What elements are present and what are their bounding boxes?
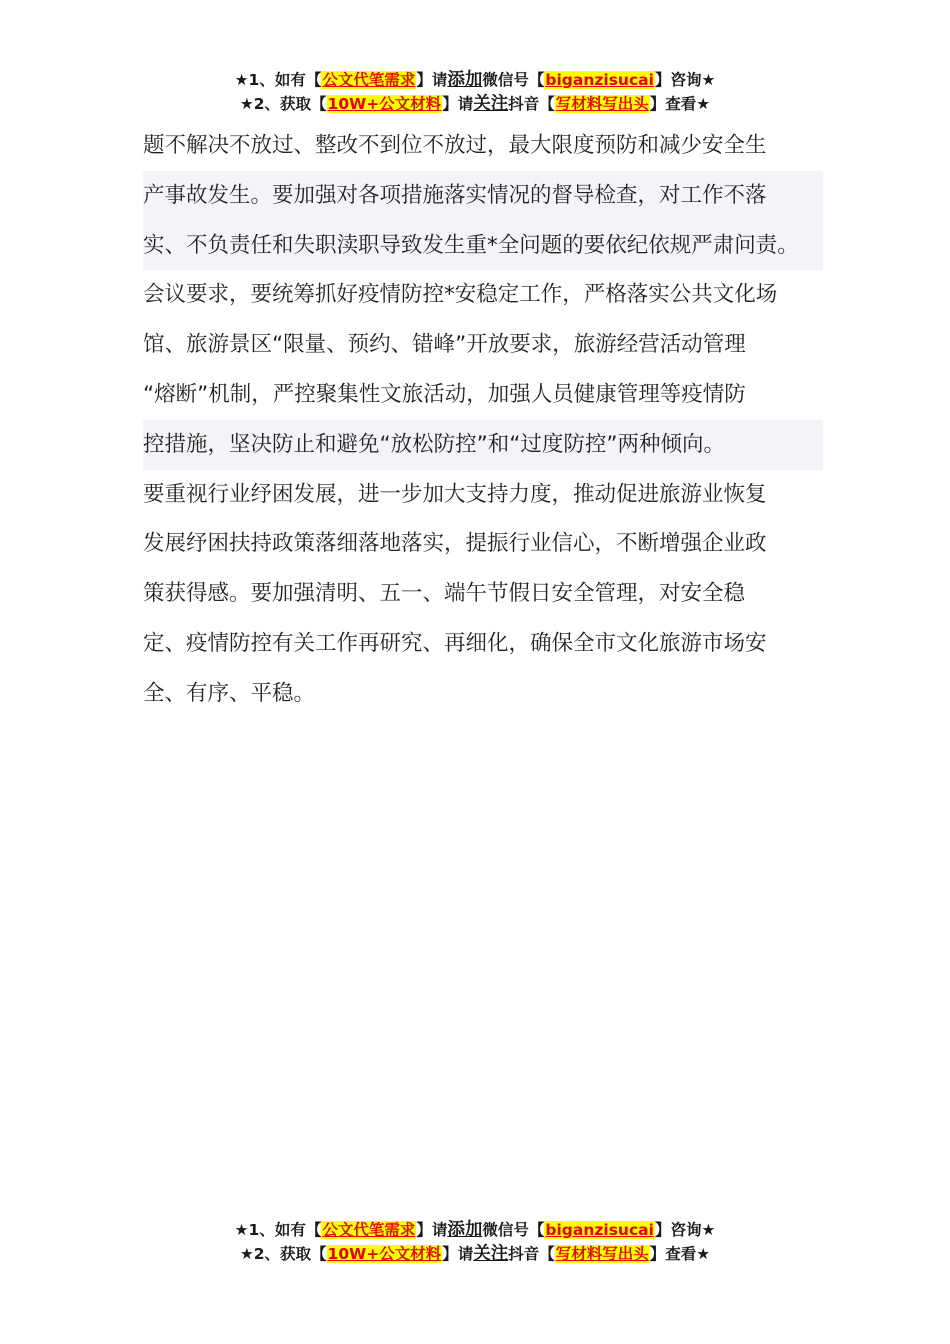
body-line: 实、不负责任和失职渎职导致发生重*全问题的要依纪依规严肃问责。 (143, 221, 823, 271)
highlight-materials: 10W+公文材料 (327, 95, 442, 113)
emphasis-follow: 关注 (473, 1244, 509, 1264)
body-line: 全、有序、平稳。 (143, 680, 316, 706)
body-line: 题不解决不放过、整改不到位不放过，最大限度预防和减少安全生 (143, 133, 767, 158)
emphasis-add: 添加 (447, 1220, 483, 1240)
banner-line-2: ★2、获取【10W+公文材料】请关注抖音【写材料写出头】查看★ (239, 94, 711, 114)
banner-line-1: ★1、如有【公文代笔需求】请添加微信号【biganzisucai】咨询★ (234, 1220, 716, 1240)
douyin-account: 写材料写出头 (555, 1245, 649, 1263)
body-line: 产事故发生。要加强对各项措施落实情况的督导检查，对工作不落 (143, 171, 823, 221)
body-line: 会议要求，要统筹抓好疫情防控*安稳定工作，严格落实公共文化场 (143, 282, 778, 308)
wechat-id: biganzisucai (545, 1221, 654, 1239)
body-line: 要重视行业纾困发展，进一步加大支持力度，推动促进旅游业恢复 (143, 481, 767, 507)
body-line: 控措施，坚决防止和避免“放松防控”和“过度防控”两种倾向。 (143, 420, 823, 470)
body-line: “熔断”机制，严控聚集性文旅活动，加强人员健康管理等疫情防 (143, 381, 746, 407)
highlight-service: 公文代笔需求 (322, 1221, 416, 1239)
banner-line-2: ★2、获取【10W+公文材料】请关注抖音【写材料写出头】查看★ (239, 1244, 711, 1264)
highlight-service: 公文代笔需求 (322, 71, 416, 89)
body-line: 策获得感。要加强清明、五一、端午节假日安全管理，对安全稳 (143, 581, 746, 607)
body-line: 定、疫情防控有关工作再研究、再细化，确保全市文化旅游市场安 (143, 630, 767, 656)
document-body (143, 121, 823, 719)
banner-line-1: ★1、如有【公文代笔需求】请添加微信号【biganzisucai】咨询★ (234, 70, 716, 90)
emphasis-follow: 关注 (473, 94, 509, 114)
douyin-account: 写材料写出头 (555, 95, 649, 113)
wechat-id: biganzisucai (545, 71, 654, 89)
body-line: 馆、旅游景区“限量、预约、错峰”开放要求，旅游经营活动管理 (143, 332, 746, 358)
header-banner (0, 68, 950, 116)
highlight-materials: 10W+公文材料 (327, 1245, 442, 1263)
body-line: 发展纾困扶持政策落细落地落实，提振行业信心，不断增强企业政 (143, 531, 767, 557)
footer-banner (0, 1218, 950, 1266)
emphasis-add: 添加 (447, 70, 483, 90)
